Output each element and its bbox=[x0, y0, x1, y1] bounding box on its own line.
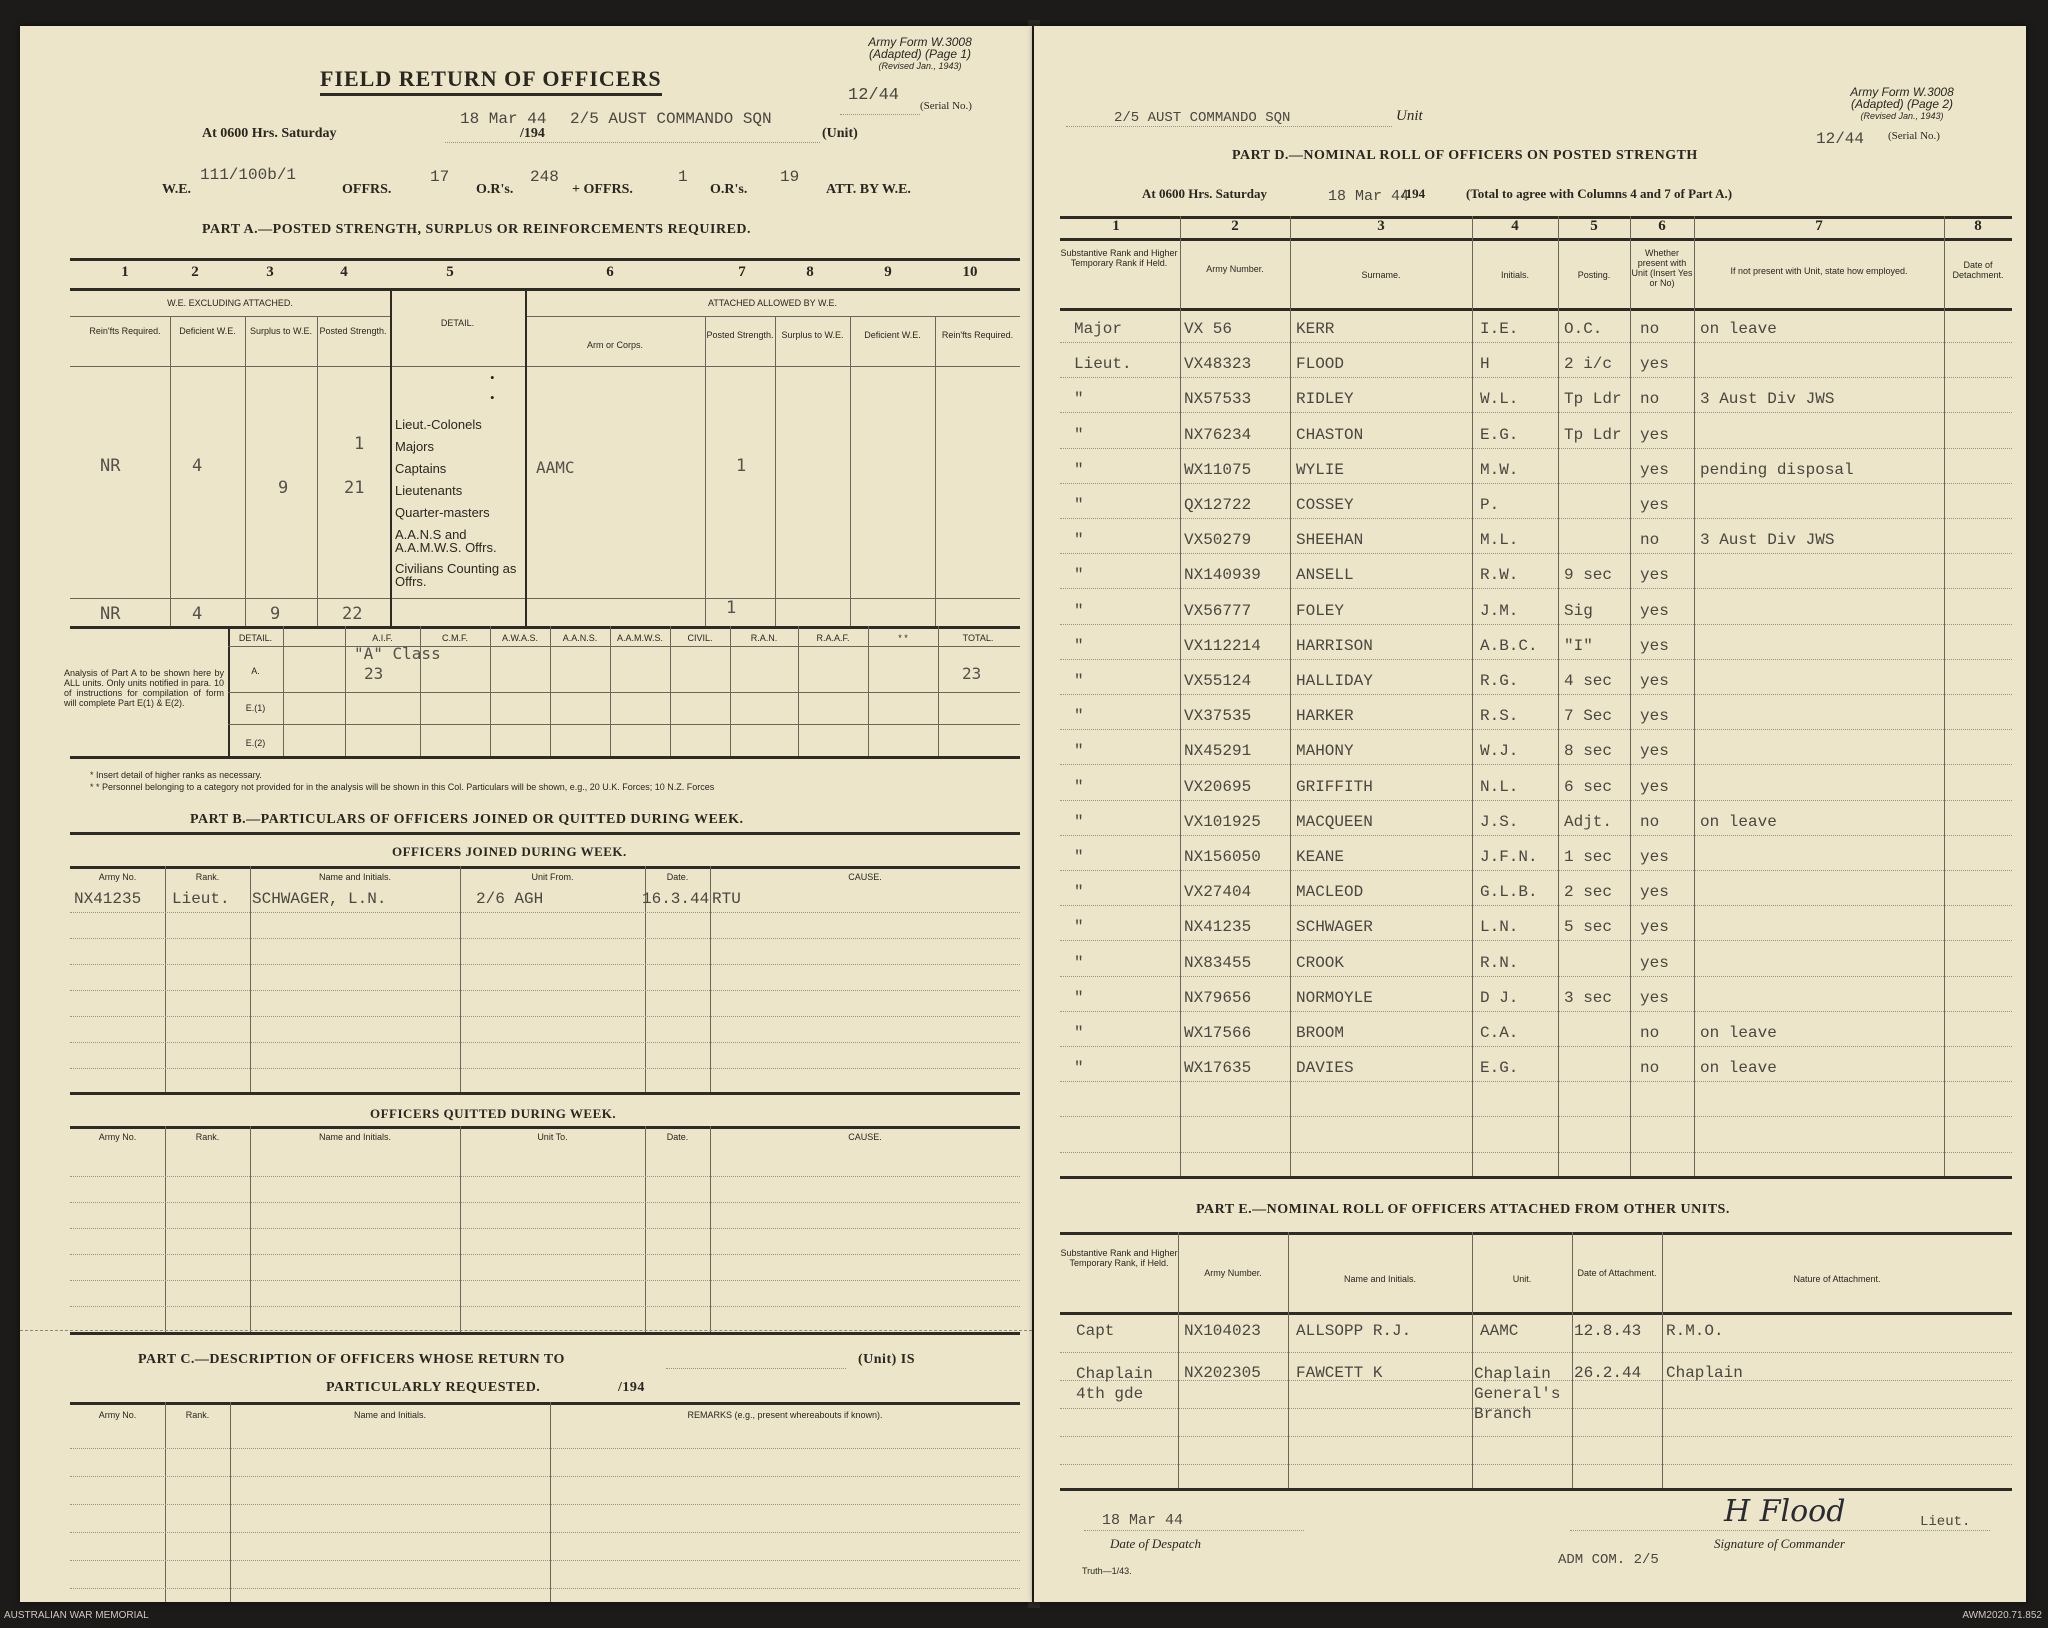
roll-init: R.W. bbox=[1480, 566, 1519, 585]
roll-rank: " bbox=[1074, 988, 1084, 1007]
roll-init: L.N. bbox=[1480, 918, 1519, 937]
roll-init: M.L. bbox=[1480, 531, 1519, 550]
roll-rank: " bbox=[1074, 707, 1084, 726]
roll-rank: " bbox=[1074, 601, 1084, 620]
roll-present: yes bbox=[1640, 566, 1669, 585]
date-fill: 18 Mar 44 bbox=[460, 110, 547, 128]
roll-post: Adjt. bbox=[1564, 812, 1613, 831]
part-b-title: PART B.—PARTICULARS OF OFFICERS JOINED OR QUITTED DURING WEEK. bbox=[190, 812, 744, 827]
roll-post: 2 i/c bbox=[1564, 355, 1613, 374]
roll-init: N.L. bbox=[1480, 777, 1519, 796]
roll-init: P. bbox=[1480, 496, 1500, 514]
roll-present: yes bbox=[1640, 425, 1669, 444]
roll-how: on leave bbox=[1700, 1024, 1777, 1042]
roll-present: no bbox=[1640, 320, 1660, 338]
roll-init: A.B.C. bbox=[1480, 636, 1538, 655]
roll-rank: Lieut. bbox=[1074, 355, 1132, 374]
serial-fill-2: 12/44 bbox=[1816, 130, 1865, 148]
roll-init: I.E. bbox=[1480, 320, 1519, 338]
roll-present: no bbox=[1640, 1059, 1660, 1078]
roll-how: on leave bbox=[1700, 1059, 1777, 1078]
roll-present: yes bbox=[1640, 355, 1669, 374]
roll-no: WX17566 bbox=[1184, 1024, 1252, 1042]
footer-accession: AWM2020.71.852 bbox=[1962, 1610, 2042, 1621]
roll-init: W.J. bbox=[1480, 742, 1519, 761]
roll-surname: WYLIE bbox=[1296, 460, 1345, 479]
roll-present: yes bbox=[1640, 742, 1669, 761]
roll-rank: " bbox=[1074, 812, 1084, 831]
serial-fill: 12/44 bbox=[848, 86, 900, 105]
roll-surname: SCHWAGER bbox=[1296, 918, 1373, 937]
roll-no: VX112214 bbox=[1184, 636, 1261, 655]
roll-rank: Major bbox=[1074, 320, 1123, 338]
footnote-2: * * Personnel belonging to a category not provided for in the analysis will be shown in this Col. Particulars will be shown, e.g., 20 U.K. Forces; 10 N.Z. Forces bbox=[90, 782, 715, 792]
roll-no: NX140939 bbox=[1184, 566, 1261, 585]
roll-init: E.G. bbox=[1480, 425, 1519, 444]
roll-how: 3 Aust Div JWS bbox=[1700, 531, 1835, 550]
roll-init: D J. bbox=[1480, 988, 1519, 1007]
roll-surname: COSSEY bbox=[1296, 496, 1354, 514]
roll-rank: " bbox=[1074, 390, 1084, 409]
roll-surname: KEANE bbox=[1296, 848, 1345, 866]
roll-init: G.L.B. bbox=[1480, 883, 1538, 902]
despatch-fill: 18 Mar 44 bbox=[1102, 1512, 1184, 1529]
roll-rank: " bbox=[1074, 531, 1084, 550]
roll-rank: " bbox=[1074, 1059, 1084, 1078]
signature-label: Signature of Commander bbox=[1714, 1536, 1845, 1551]
page-1: Army Form W.3008 (Adapted) (Page 1) (Revised Jan., 1943) FIELD RETURN OF OFFICERS 12/44 (Serial No.) At 0600 Hrs. Saturday 18 Mar 44 /194 2/5 AUST COMMANDO SQN (Unit) W.E. 111/100b/1 OFFRS. 17 O.R's. 248 + OFFRS. 1 O.R's. 19 ATT. BY W.E. PART A.—POSTED STRENGTH, SURPLUS OR REINFORCEMENTS REQUIRED. 1 2 3 4 5 6 7 8 9 10 W.E. EXCLUDING ATTACHED. ATTACHED ALLOWED BY W.E. Rein'fts Required. Deficient W.E. Surplus to W.E. Posted Strength. DETAIL. Arm or Corps. Posted Strength. Surplus to W.E. Deficient W.E. Rein'fts Required. • • Lieut.-Colonels Majors Captains Lieutenants Quarter-masters A.A.N.S and A.A.M.W.S. Offrs. Civilians Counting as Offrs. NR 4 9 1 21 AAMC 1 NR 4 9 22 1 Analysis of Part A to be shown here by ALL units. Only units notified in para. 10 of instructions for compilation of form will complete Part E(1) & E(2). DETAIL. A.I.F. C.M.F. A.W.A.S. A.A.N.S. A.A.M.W.S. CIVIL. R.A.N. R.A.A.F. * * TOTAL. A. E.(1) E.(2) "A" Class 23 23 * Insert detail of higher ranks as necessary. * * Personnel belonging to a category not provided for in the analysis will be shown in this Col. Particulars will be shown, e.g., 20 U.K. Forces; 10 N.Z. Forces PART B.—PARTICULARS OF OFFICERS JOINED OR QUITTED DURING WEEK. OFFICERS JOINED DURING WEEK. Army No. Rank. Name and Initials. Unit From. Date. CAUSE. NX41235 Lieut. SCHWAGER, L.N. 2/6 AGH 16.3.44 RTU OFFICERS QUITTED DURING WEEK. Army No. Rank. Name and Initials. Unit To. Date. CAUSE. PART C.—DESCRIPTION OF OFFICERS WHOSE RETURN TO (Unit) IS PARTICULARLY REQUESTED. /194 Army No. Rank. Name and Initials. REMARKS (e.g., present whereabouts if known). bbox=[20, 26, 1032, 1602]
roll-present: yes bbox=[1640, 460, 1669, 479]
roll-present: no bbox=[1640, 812, 1660, 831]
roll-post: Tp Ldr bbox=[1564, 390, 1622, 409]
footnote-1: * Insert detail of higher ranks as necessary. bbox=[90, 770, 262, 780]
roll-post: "I" bbox=[1564, 636, 1593, 655]
roll-present: yes bbox=[1640, 601, 1669, 620]
roll-no: VX 56 bbox=[1184, 320, 1233, 338]
roll-how: pending disposal bbox=[1700, 460, 1854, 479]
roll-init: E.G. bbox=[1480, 1059, 1519, 1078]
roll-surname: FLOOD bbox=[1296, 355, 1345, 374]
roll-no: VX27404 bbox=[1184, 883, 1252, 902]
roll-surname: BROOM bbox=[1296, 1024, 1345, 1042]
roll-post: 9 sec bbox=[1564, 566, 1613, 585]
page-title: FIELD RETURN OF OFFICERS bbox=[320, 66, 662, 96]
roll-surname: HALLIDAY bbox=[1296, 672, 1373, 690]
roll-rank: " bbox=[1074, 425, 1084, 444]
analysis-note: Analysis of Part A to be shown here by ALL units. Only units notified in para. 10 of instructions for compilation of form will complete Part E(1) & E(2). bbox=[64, 668, 224, 708]
roll-init: M.W. bbox=[1480, 460, 1519, 479]
roll-how: 3 Aust Div JWS bbox=[1700, 390, 1835, 409]
roll-init: R.G. bbox=[1480, 672, 1519, 690]
roll-surname: MAHONY bbox=[1296, 742, 1354, 761]
roll-rank: " bbox=[1074, 883, 1084, 902]
form-reference-2: Army Form W.3008 (Adapted) (Page 2) (Revised Jan., 1943) bbox=[1850, 85, 1954, 121]
roll-surname: HARKER bbox=[1296, 707, 1354, 726]
roll-rank: " bbox=[1074, 496, 1084, 514]
we-fill: 111/100b/1 bbox=[200, 166, 297, 184]
roll-init: J.S. bbox=[1480, 812, 1519, 831]
roll-rank: " bbox=[1074, 777, 1084, 796]
serial-label: (Serial No.) bbox=[920, 100, 972, 112]
roll-surname: CROOK bbox=[1296, 953, 1345, 972]
roll-surname: FOLEY bbox=[1296, 601, 1345, 620]
form-reference: Army Form W.3008 (Adapted) (Page 1) (Revised Jan., 1943) bbox=[868, 35, 972, 71]
roll-init: J.F.N. bbox=[1480, 848, 1538, 866]
roll-post: 3 sec bbox=[1564, 988, 1613, 1007]
detail-list: Lieut.-Colonels Majors Captains Lieutenants Quarter-masters A.A.N.S and A.A.M.W.S. Offrs. Civilians Counting as Offrs. bbox=[395, 417, 517, 589]
roll-present: yes bbox=[1640, 883, 1669, 902]
roll-rank: " bbox=[1074, 1024, 1084, 1042]
roll-no: NX79656 bbox=[1184, 988, 1252, 1007]
roll-init: R.N. bbox=[1480, 953, 1519, 972]
roll-rank: " bbox=[1074, 742, 1084, 761]
roll-post: O.C. bbox=[1564, 320, 1603, 338]
roll-post: 5 sec bbox=[1564, 918, 1613, 937]
roll-how: on leave bbox=[1700, 320, 1777, 338]
roll-present: yes bbox=[1640, 848, 1669, 866]
roll-surname: KERR bbox=[1296, 320, 1335, 338]
at-hours-label: At 0600 Hrs. Saturday bbox=[202, 126, 337, 141]
roll-surname: HARRISON bbox=[1296, 636, 1373, 655]
roll-surname: DAVIES bbox=[1296, 1059, 1354, 1078]
roll-present: no bbox=[1640, 1024, 1660, 1042]
unit-fill: 2/5 AUST COMMANDO SQN bbox=[570, 110, 772, 128]
roll-rank: " bbox=[1074, 953, 1084, 972]
roll-post: 7 Sec bbox=[1564, 707, 1613, 726]
footer-credit: AUSTRALIAN WAR MEMORIAL bbox=[4, 1610, 149, 1621]
roll-rank: " bbox=[1074, 848, 1084, 866]
roll-surname: RIDLEY bbox=[1296, 390, 1354, 409]
roll-no: NX57533 bbox=[1184, 390, 1252, 409]
roll-init: C.A. bbox=[1480, 1024, 1519, 1042]
roll-no: NX83455 bbox=[1184, 953, 1252, 972]
roll-surname: GRIFFITH bbox=[1296, 777, 1373, 796]
roll-init: W.L. bbox=[1480, 390, 1519, 409]
roll-rank: " bbox=[1074, 566, 1084, 585]
roll-surname: MACLEOD bbox=[1296, 883, 1364, 902]
despatch-label: Date of Despatch bbox=[1110, 1536, 1201, 1551]
roll-no: WX17635 bbox=[1184, 1059, 1252, 1078]
roll-present: yes bbox=[1640, 636, 1669, 655]
roll-present: no bbox=[1640, 531, 1660, 550]
roll-surname: CHASTON bbox=[1296, 425, 1364, 444]
roll-init: J.M. bbox=[1480, 601, 1519, 620]
roll-present: yes bbox=[1640, 918, 1669, 937]
commander-signature: H Flood bbox=[1724, 1494, 1846, 1529]
adm-stamp: ADM COM. 2/5 bbox=[1558, 1552, 1659, 1568]
roll-present: yes bbox=[1640, 953, 1669, 972]
part-d-title: PART D.—NOMINAL ROLL OF OFFICERS ON POSTED STRENGTH bbox=[1232, 148, 1698, 163]
roll-surname: ANSELL bbox=[1296, 566, 1354, 585]
roll-no: QX12722 bbox=[1184, 496, 1252, 514]
roll-no: VX48323 bbox=[1184, 355, 1252, 374]
roll-no: VX56777 bbox=[1184, 601, 1252, 620]
roll-no: VX20695 bbox=[1184, 777, 1252, 796]
roll-present: yes bbox=[1640, 496, 1669, 514]
roll-no: VX101925 bbox=[1184, 812, 1261, 831]
roll-present: yes bbox=[1640, 988, 1669, 1007]
roll-present: no bbox=[1640, 390, 1660, 409]
agree-note: (Total to agree with Columns 4 and 7 of Part A.) bbox=[1466, 186, 1733, 201]
part-e-title: PART E.—NOMINAL ROLL OF OFFICERS ATTACHED FROM OTHER UNITS. bbox=[1196, 1202, 1730, 1217]
roll-no: NX41235 bbox=[1184, 918, 1252, 937]
roll-no: VX37535 bbox=[1184, 707, 1252, 726]
roll-rank: " bbox=[1074, 672, 1084, 690]
roll-no: NX76234 bbox=[1184, 425, 1252, 444]
roll-present: yes bbox=[1640, 672, 1669, 690]
date-fill-2: 18 Mar 44 bbox=[1328, 188, 1410, 205]
unit-fill-2: 2/5 AUST COMMANDO SQN bbox=[1114, 110, 1291, 126]
roll-no: NX45291 bbox=[1184, 742, 1252, 761]
roll-init: H bbox=[1480, 355, 1490, 374]
page-2: Army Form W.3008 (Adapted) (Page 2) (Revised Jan., 1943) 2/5 AUST COMMANDO SQN Unit 12/44 (Serial No.) PART D.—NOMINAL ROLL OF OFFICERS ON POSTED STRENGTH At 0600 Hrs. Saturday 18 Mar 44 /194 (Total to agree with Columns 4 and 7 of Part A.) 1 2 3 4 5 6 7 8 Substantive Rank and Higher Temporary Rank if Held. Army Number. Surname. Initials. Posting. Whether present with Unit (Insert Yes or No) If not present with Unit, state how employed. Date of Detachment. Major VX 56 KERR I.E. O.C. no on leave Lieut. VX48323 FLOOD H 2 i/c yes " NX57533 RIDLEY W.L. Tp Ldr no 3 Aust Div JWS " NX76234 CHASTON E.G. Tp Ldr yes " WX11075 WYLIE M.W. yes pending disposal " QX12722 COSSEY P. yes " VX50279 SHEEHAN M.L. no 3 Aust Div JWS " NX140939 ANSELL R.W. 9 sec yes " VX56777 FOLEY J.M. Sig yes " VX112214 HARRISON A.B.C. "I" yes " VX55124 HALLIDAY R.G. 4 sec yes " VX37535 HARKER R.S. 7 Sec yes " NX45291 MAHONY W.J. 8 sec yes " VX20695 GRIFFITH N.L. 6 sec yes " VX101925 MACQUEEN J.S. Adjt. no on leave " NX156050 KEANE J.F.N. 1 sec yes " VX27404 MACLEOD G.L.B. 2 sec yes " NX41235 SCHWAGER L.N. 5 sec yes " NX83455 CROOK R.N. yes " NX79656 NORMOYLE D J. 3 sec yes " WX17566 BROOM C.A. no on leave " WX17635 DAVIES E.G. no on leave PART E.—NOMINAL ROLL OF OFFICERS ATTACHED FROM OTHER UNITS. Substantive Rank and Higher Temporary Rank, if Held. Army Number. Name and Initials. Unit. Date of Attachment. Nature of Attachment. Capt NX104023 ALLSOPP R.J. AAMC 12.8.43 R.M.O. Chaplain 4th gde NX202305 FAWCETT K Chaplain General's Branch 26.2.44 Chaplain 18 Mar 44 Date of Despatch H Flood Lieut. Signature of Commander ADM COM. 2/5 Truth—1/43. bbox=[1034, 26, 2026, 1602]
roll-surname: NORMOYLE bbox=[1296, 988, 1373, 1007]
roll-post: 4 sec bbox=[1564, 672, 1613, 690]
roll-no: VX55124 bbox=[1184, 672, 1252, 690]
roll-init: R.S. bbox=[1480, 707, 1519, 726]
roll-post: 2 sec bbox=[1564, 883, 1613, 902]
roll-present: yes bbox=[1640, 707, 1669, 726]
roll-surname: SHEEHAN bbox=[1296, 531, 1364, 550]
roll-post: 8 sec bbox=[1564, 742, 1613, 761]
roll-post: Tp Ldr bbox=[1564, 425, 1622, 444]
roll-surname: MACQUEEN bbox=[1296, 812, 1373, 831]
roll-post: 6 sec bbox=[1564, 777, 1613, 796]
part-a-title: PART A.—POSTED STRENGTH, SURPLUS OR REINFORCEMENTS REQUIRED. bbox=[202, 222, 752, 237]
roll-post: 1 sec bbox=[1564, 848, 1613, 866]
printer-mark: Truth—1/43. bbox=[1082, 1566, 1132, 1576]
roll-rank: " bbox=[1074, 918, 1084, 937]
roll-present: yes bbox=[1640, 777, 1669, 796]
roll-no: WX11075 bbox=[1184, 460, 1252, 479]
roll-no: VX50279 bbox=[1184, 531, 1252, 550]
roll-how: on leave bbox=[1700, 812, 1777, 831]
roll-post: Sig bbox=[1564, 601, 1593, 620]
roll-rank: " bbox=[1074, 460, 1084, 479]
roll-rank: " bbox=[1074, 636, 1084, 655]
roll-no: NX156050 bbox=[1184, 848, 1261, 866]
